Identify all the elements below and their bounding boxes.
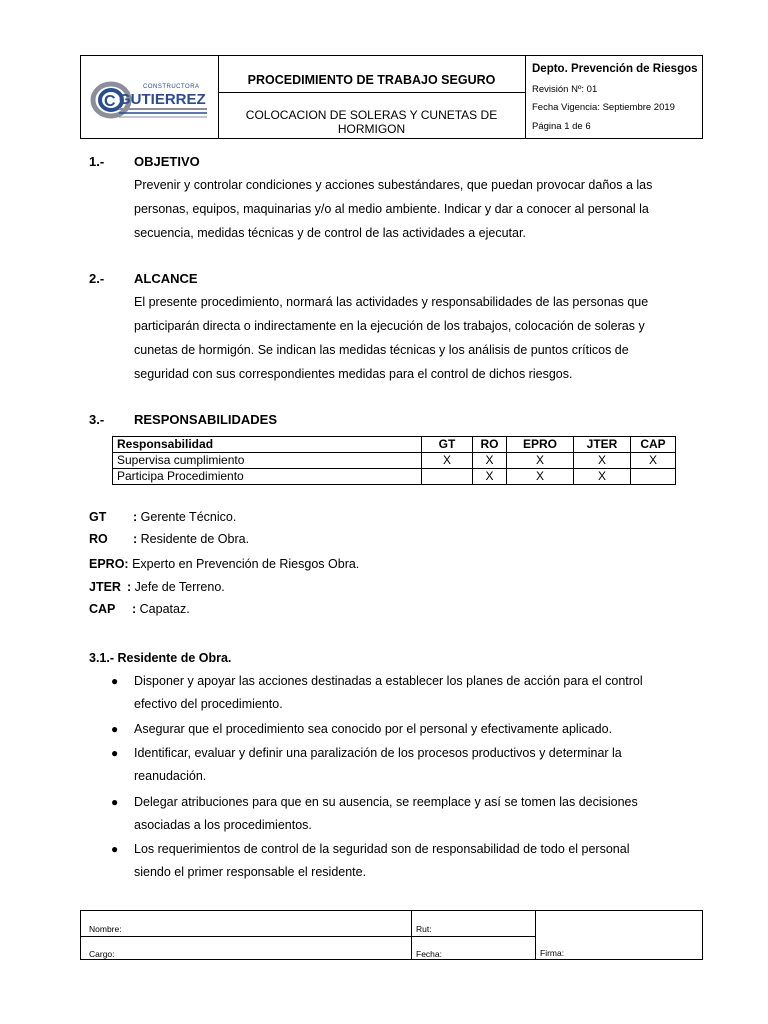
abbreviation-item — [89, 602, 190, 616]
bullet-icon: ● — [111, 795, 119, 809]
list-line: Delegar atribuciones para que en su ausencia, se reemplace y así se tomen las decisiones — [134, 795, 638, 809]
list-line: Los requerimientos de control de la seguridad son de responsabilidad de todo el personal — [134, 842, 630, 856]
section-1-title: OBJETIVO — [134, 154, 200, 169]
bullet-icon: ● — [111, 722, 119, 736]
section-1-number: 1.- — [89, 154, 105, 169]
company-logo — [89, 76, 213, 124]
list-item-text — [134, 838, 696, 884]
doc-title: PROCEDIMIENTO DE TRABAJO SEGURO — [247, 73, 496, 87]
paragraph-line: participarán directa o indirectamente en la ejecución de los trabajos, colocación de soleras y — [134, 319, 645, 333]
table-cell: X — [473, 469, 507, 485]
vigencia-label: Fecha Vigencia: Septiembre 2019 — [532, 102, 675, 113]
revision-label: Revisión Nº: 01 — [532, 84, 598, 95]
abbr-key: RO — [89, 532, 108, 546]
abbr-key: CAP — [89, 602, 116, 616]
paragraph-line: secuencia, medidas técnicas y de control de las actividades a ejecutar. — [134, 226, 526, 240]
abbr-sep: : — [133, 532, 138, 546]
table-cell — [631, 469, 676, 485]
table-cell — [422, 469, 473, 485]
column-header: Responsabilidad — [113, 437, 422, 453]
abbr-key: JTER — [89, 580, 121, 594]
paragraph-line: personas, equipos, maquinarias y/o al medio ambiente. Indicar y dar a conocer al personal la — [134, 202, 649, 216]
table-cell: Participa Procedimiento — [113, 469, 422, 485]
table-row — [113, 453, 676, 469]
table-cell: X — [507, 453, 574, 469]
abbr-key: EPRO: — [89, 557, 129, 571]
list-item-text — [134, 670, 696, 716]
table-cell: X — [507, 469, 574, 485]
abbr-sep: : — [127, 580, 132, 594]
abbr-text: Gerente Técnico. — [137, 510, 237, 524]
section-3-number: 3.- — [89, 412, 105, 427]
abbr-text: Jefe de Terreno. — [131, 580, 225, 594]
abbr-text: Residente de Obra. — [137, 532, 250, 546]
abbr-text: Capataz. — [136, 602, 190, 616]
table-row — [113, 469, 676, 485]
abbr-sep: : — [133, 510, 138, 524]
bullet-icon: ● — [111, 674, 119, 688]
abbreviation-item — [89, 557, 359, 571]
list-line: Disponer y apoyar las acciones destinadas a establecer los planes de acción para el control — [134, 674, 643, 688]
doc-subtitle-line2: HORMIGON — [337, 122, 406, 136]
list-item-text — [134, 791, 696, 837]
paragraph-line: Prevenir y controlar condiciones y acciones subestándares, que puedan provocar daños a las — [134, 178, 653, 192]
list-line: efectivo del procedimiento. — [134, 697, 283, 711]
table-cell: X — [473, 453, 507, 469]
table-header-row — [113, 437, 676, 453]
abbreviation-item — [89, 510, 236, 524]
abbreviation-item — [89, 532, 249, 546]
bullet-icon: ● — [111, 842, 119, 856]
column-header: RO — [473, 437, 507, 453]
list-item-text — [134, 718, 696, 741]
abbr-text: Experto en Prevención de Riesgos Obra. — [128, 557, 360, 571]
signature-footer — [80, 910, 703, 960]
logo-small-text: CONSTRUCTORA — [143, 84, 200, 90]
dept-label: Depto. Prevención de Riesgos — [532, 63, 698, 75]
logo-letter: C — [104, 93, 116, 110]
list-line: siendo el primer responsable el residente. — [134, 865, 367, 879]
list-line: Identificar, evaluar y definir una paralización de los procesos productivos y determinar la — [134, 746, 622, 760]
paragraph-line: seguridad con sus correspondientes medidas para el control de dichos riesgos. — [134, 367, 573, 381]
fecha-label: Fecha: — [416, 949, 442, 959]
table-cell: X — [574, 453, 631, 469]
column-header: CAP — [631, 437, 676, 453]
paragraph-line: El presente procedimiento, normará las actividades y responsabilidades de las personas que — [134, 295, 649, 309]
table-cell: Supervisa cumplimiento — [113, 453, 422, 469]
page-number: Página 1 de 6 — [532, 121, 591, 132]
nombre-label: Nombre: — [89, 924, 122, 934]
abbreviation-item — [89, 580, 225, 594]
column-header: GT — [422, 437, 473, 453]
doc-subtitle-line1: COLOCACION DE SOLERAS Y CUNETAS DE — [245, 108, 498, 122]
list-line: asociadas a los procedimientos. — [134, 818, 312, 832]
subsection-title: 3.1.- Residente de Obra. — [89, 651, 232, 665]
abbr-sep: : — [132, 602, 137, 616]
section-3-title: RESPONSABILIDADES — [134, 412, 278, 427]
responsibility-table — [112, 436, 676, 485]
firma-label: Firma: — [540, 948, 565, 958]
bullet-icon: ● — [111, 746, 119, 760]
list-line: Asegurar que el procedimiento sea conocido por el personal y efectivamente aplicado. — [134, 722, 613, 736]
cargo-label: Cargo: — [89, 949, 115, 959]
doc-subtitle — [218, 108, 525, 136]
column-header: JTER — [574, 437, 631, 453]
table-cell: X — [422, 453, 473, 469]
document-header — [80, 55, 703, 139]
list-line: reanudación. — [134, 769, 207, 783]
rut-label: Rut: — [416, 924, 432, 934]
section-2-body — [134, 290, 696, 386]
section-1-body — [134, 173, 696, 245]
section-2-number: 2.- — [89, 271, 105, 286]
list-item-text — [134, 742, 696, 788]
paragraph-line: cunetas de hormigón. Se indican las medidas técnicas y los análisis de puntos críticos de — [134, 343, 629, 357]
column-header: EPRO — [507, 437, 574, 453]
section-2-title: ALCANCE — [134, 271, 198, 286]
table-cell: X — [631, 453, 676, 469]
logo-big-text: GUTIERREZ — [119, 91, 206, 108]
table-cell: X — [574, 469, 631, 485]
abbr-key: GT — [89, 510, 107, 524]
